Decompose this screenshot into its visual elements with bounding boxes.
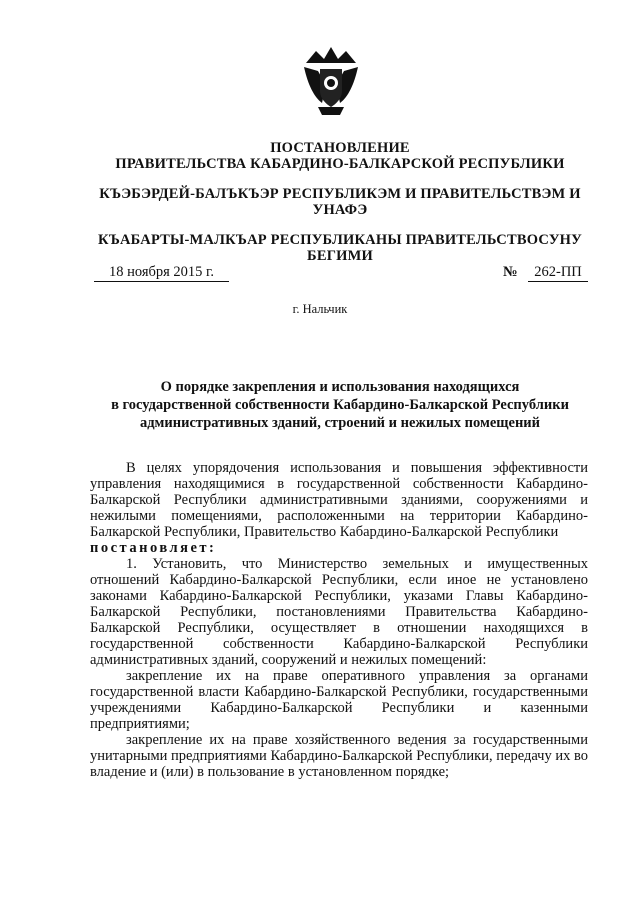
document-date: 18 ноября 2015 г. (94, 263, 229, 282)
city: г. Нальчик (292, 302, 348, 316)
coat-of-arms-icon (300, 45, 362, 117)
issuer-balkar-line1: КЪАБАРТЫ-МАЛКЪАР РЕСПУБЛИКАНЫ ПРАВИТЕЛЬСТВОСУНУ (98, 232, 582, 248)
clause-1-paragraph: 1. Установить, что Министерство земельных и имущественных отношений Кабардино-Балкарской Республики, если иное не установлено законами Кабардино-Балкарской Республики, указами Главы Кабардино-Балкарской Республики, постановлениями Правительства Кабардино-Балкарской Республики, осуществляет в отношении находящихся в государственной собственности Кабардино-Балкарской Республики административных зданий, сооружений и нежилых помещений: (90, 556, 588, 668)
issuer-kabardian-line1: КЪЭБЭРДЕЙ-БАЛЪКЪЭР РЕСПУБЛИКЭМ И ПРАВИТЕЛЬСТВЭМ И (99, 186, 581, 202)
title-line-3: административных зданий, строений и нежилых помещений (139, 415, 541, 431)
title-line-2: в государственной собственности Кабардино-Балкарской Республики (111, 397, 569, 413)
document-body (90, 460, 588, 780)
clause-1-item-a: закрепление их на праве оперативного управления за органами государственной власти Кабардино-Балкарской Республики, государственными учреждениями Кабардино-Балкарской Республики и казенными предприятиями; (90, 668, 588, 732)
number-label: № (503, 264, 518, 280)
title-line-1: О порядке закрепления и использования находящихся (160, 379, 520, 395)
clause-1-item-b: закрепление их на праве хозяйственного ведения за государственными унитарными предприятиями Кабардино-Балкарской Республики, передачу их во владение и (или) в пользование в установленном порядке; (90, 732, 588, 780)
document-number: 262-ПП (528, 263, 588, 282)
decree-word (90, 540, 588, 556)
issuer-russian: ПРАВИТЕЛЬСТВА КАБАРДИНО-БАЛКАРСКОЙ РЕСПУБЛИКИ (115, 156, 565, 172)
issuer-balkar-line2: БЕГИМИ (307, 248, 373, 264)
document-title (90, 378, 590, 432)
preamble-paragraph: В целях упорядочения использования и повышения эффективности управления находящимися в государственной собственности Кабардино-Балкарской Республики административными зданиями, сооружениями и нежилыми помещениями, расположенными на территории Кабардино-Балкарской Республики, Правительство Кабардино-Балкарской Республики (90, 460, 588, 540)
issuer-kabardian-line2: УНАФЭ (312, 202, 368, 218)
decree-word-text: постановляет: (90, 540, 217, 556)
document-type: ПОСТАНОВЛЕНИЕ (270, 140, 410, 156)
